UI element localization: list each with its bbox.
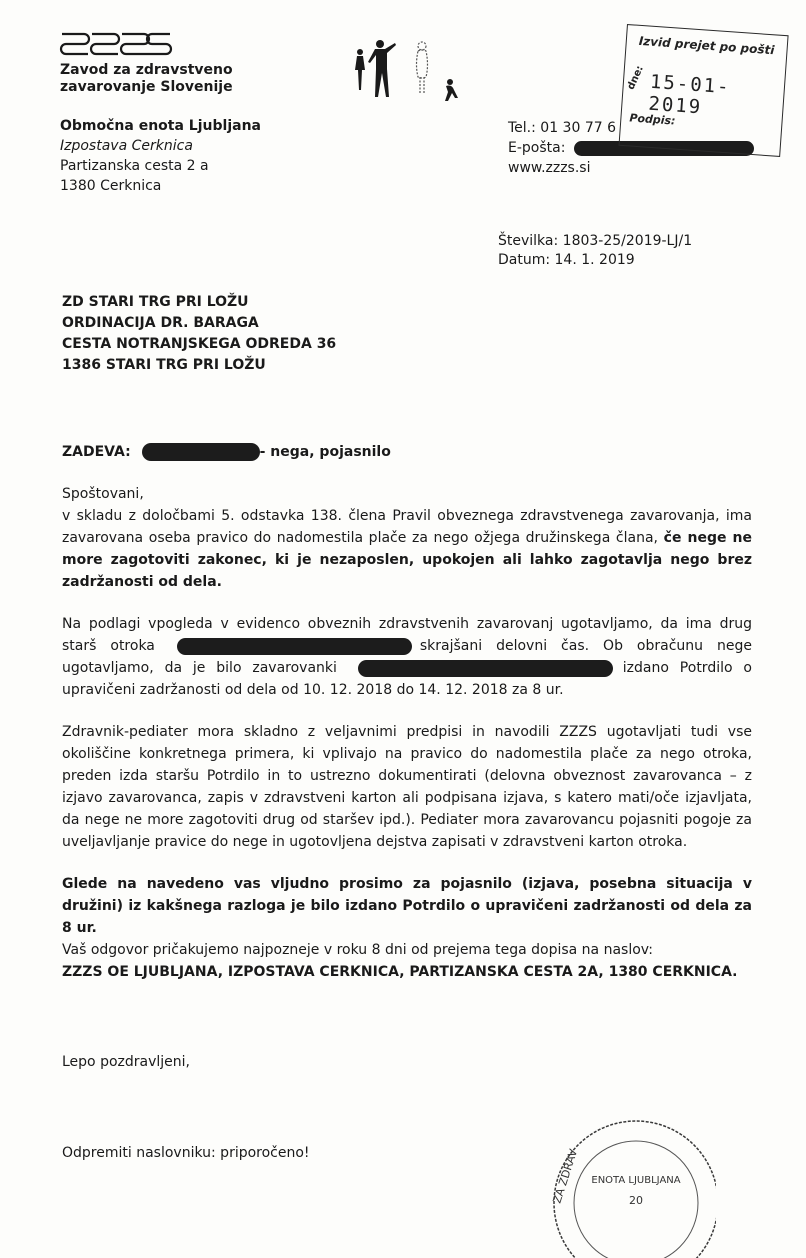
redacted-name [142,443,260,461]
redacted-parent-name [177,638,412,655]
office-unit: Območna enota Ljubljana [60,118,261,134]
recipient-line-3: CESTA NOTRANJSKEGA ODREDA 36 [62,336,337,352]
recipient-line-2: ORDINACIJA DR. BARAGA [62,315,259,331]
paragraph-2 [62,613,752,701]
closing-salutation: Lepo pozdravljeni, [62,1054,190,1070]
subject-line [62,443,391,461]
subject-label: ZADEVA: [62,444,131,460]
paragraph-6: ZZZS OE LJUBLJANA, IZPOSTAVA CERKNICA, PARTIZANSKA CESTA 2A, 1380 CERKNICA. [62,964,738,980]
paragraph-1-bold: če nege ne more zagotoviti zakonec, ki je nezaposlen, upokojen ali lahko zagotavlja nego brez zadržanosti od dela. [62,530,753,590]
email-label: E-pošta: [508,140,566,156]
dispatch-note: Odpremiti naslovniku: priporočeno! [62,1145,310,1161]
recipient-line-4: 1386 STARI TRG PRI LOŽU [62,357,266,373]
paragraph-2-part-b: skrajšani delovni čas. Ob obračunu nege ugotavljamo, da je bilo zavarovanki [62,638,752,676]
letter-body [62,483,752,983]
greeting: Spoštovani, [62,486,144,502]
round-stamp-arc-text: ZA ZDRAV [550,1147,581,1205]
paragraph-2-part-c: izdano Potrdilo o upravičeni zadržanosti od dela od 10. 12. 2018 do 14. 12. 2018 za 8 ur. [62,660,752,698]
organization-name [60,62,233,96]
telephone: Tel.: 01 30 77 6 [508,120,616,136]
recipient-line-1: ZD STARI TRG PRI LOŽU [62,294,249,310]
regional-office [60,116,261,196]
document-number: Številka: 1803-25/2019-LJ/1 [498,233,693,249]
office-branch: Izpostava Cerknica [60,138,193,154]
received-stamp-day-label: dne: [625,64,646,92]
office-street: Partizanska cesta 2 a [60,158,209,174]
org-line-2: zavarovanje Slovenije [60,79,233,95]
round-stamp-unit: ENOTA LJUBLJANA [591,1175,681,1186]
recipient-address [62,292,336,376]
received-stamp-title: Izvid prejet po pošti [638,33,775,58]
paragraph-1 [62,505,752,593]
paragraph-2-part-a: Na podlagi vpogleda v evidenco obveznih zdravstvenih zavarovanj ugotavljamo, da ima drug starš otroka [62,616,752,654]
round-stamp-number: 20 [629,1194,643,1207]
paragraph-5: Vaš odgovor pričakujemo najpozneje v roku 8 dni od prejema tega dopisa na naslov: [62,942,654,958]
zzzs-logo [58,30,174,60]
paragraph-1-text: v skladu z določbami 5. odstavka 138. člena Pravil obveznega zdravstvenega zavarovanja, ima zavarovana oseba pravico do nadomestila plače za nego ožjega družinskega člana, [62,508,752,546]
website: www.zzzs.si [508,160,591,176]
received-stamp-signature-label: Podpis: [629,111,676,128]
official-round-stamp [546,1108,716,1258]
document-date: Datum: 14. 1. 2019 [498,252,635,268]
paragraph-4: Glede na navedeno vas vljudno prosimo za pojasnilo (izjava, posebna situacija v družini) iz kakšnega razloga je bilo izdano Potrdilo o upravičeni zadržanosti od dela za 8 ur. [62,876,752,936]
org-line-1: Zavod za zdravstveno [60,62,233,78]
redacted-insured-name [358,660,613,677]
paragraph-3: Zdravnik-pediater mora skladno z veljavnimi predpisi in navodili ZZZS ugotavljati tudi vse okoliščine konkretnega primera, ki vplivajo na pravico do nadomestila plače za nego otroka, preden izda staršu Potrdilo in to ustrezno dokumentirati (delovna obveznost zavarovanca – z izjavo zavarovanca, zapis v zdravstveni karton ali podpisana izjava, s katero mati/oče izjavljata, da nege ne more zagotoviti drug od staršev ipd.). Pediater mora zavarovancu pojasniti pogoje za uveljavljanje pravice do nege in ugotovljena dejstva zapisati v zdravstveni karton otroka. [62,724,752,850]
received-stamp-date: 15-01- 2019 [647,70,732,119]
office-city: 1380 Cerknica [60,178,162,194]
received-stamp [618,24,788,157]
family-figures-illustration [350,38,470,104]
document-reference [498,232,692,270]
subject-text: - nega, pojasnilo [259,444,391,460]
